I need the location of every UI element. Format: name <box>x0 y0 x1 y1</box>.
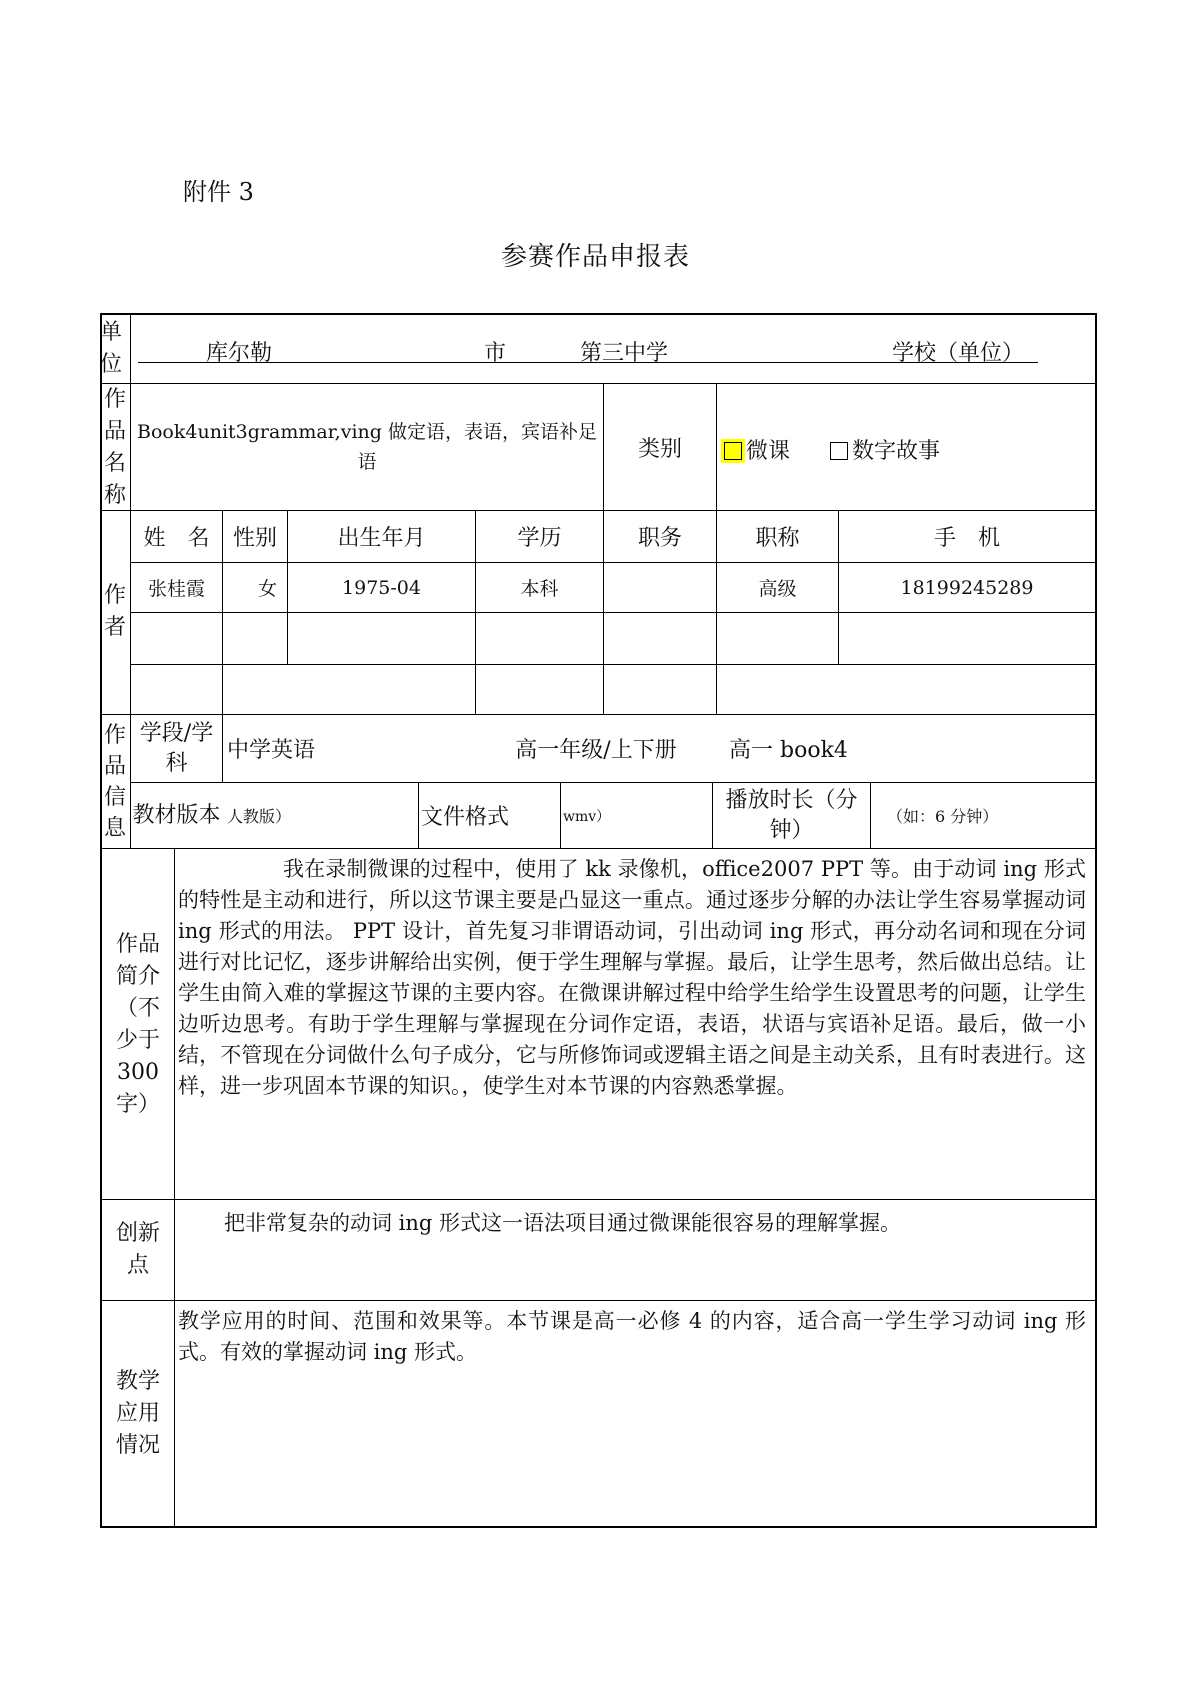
application-label: 教学 应用 情况 <box>115 1369 160 1458</box>
author-row-1-name: 张桂霞 <box>147 578 205 600</box>
work-info-label: 作 品 信 息 <box>103 723 126 841</box>
attachment-label: 附件 3 <box>183 178 254 206</box>
author-col-gender: 性别 <box>232 526 277 551</box>
author-row-1-birth: 1975-04 <box>342 576 421 599</box>
textbook-label: 教材版本 <box>132 802 221 828</box>
unit-school-suffix: 学校（单位） <box>892 341 1025 366</box>
intro-text: 我在录制微课的过程中，使用了 kk 录像机，office2007 PPT 等。由于动词 ing 形式的特性是主动和进行，所以这节课主要是凸显这一重点。通过逐步分解的办法让学生容易掌握动词 ing 形式的用法。 PPT 设计，首先复习非谓语动词，引出动词 ing 形式，再分动名词和现在分词进行对比记忆，逐步讲解给出实例，便于学生理解与掌握。最后，让学生思考，然后做出总结。让学生由简入难的掌握这节课的主要内容。在微课讲解过程中给学生给学生设置思考的问题，让学生边听边思考。有助于学生理解与掌握现在分词作定语，表语，状语与宾语补足语。最后，做一小结，不管现在分词做什么句子成分，它与所修饰词或逻辑主语之间是主动关系，且有时表进行。这样，进一步巩固本节课的知识。，使学生对本节课的内容熟悉掌握。 <box>178 857 1086 1098</box>
format-value: wmv） <box>563 808 611 825</box>
category-option-digital-story[interactable]: 数字故事 <box>830 439 940 464</box>
author-row-1-phone: 18199245289 <box>900 576 1034 599</box>
grade-value: 高一年级/上下册 <box>515 738 677 763</box>
author-col-birth: 出生年月 <box>337 526 426 551</box>
application-text: 教学应用的时间、范围和效果等。本节课是高一必修 4 的内容，适合高一学生学习动词 ing 形式。有效的掌握动词 ing 形式。 <box>178 1309 1086 1364</box>
innovation-label: 创新 点 <box>115 1221 160 1278</box>
unit-label: 单位 <box>100 320 123 377</box>
book-value: 高一 book4 <box>729 738 848 763</box>
checkbox-icon[interactable] <box>830 442 848 460</box>
unit-city-suffix: 市 <box>484 341 507 366</box>
category-option-microlesson[interactable]: 微课 <box>724 439 790 464</box>
author-label: 作 者 <box>103 583 126 640</box>
author-col-title: 职称 <box>755 526 800 551</box>
intro-label: 作品 简介 （不 少于 300 字） <box>115 931 160 1117</box>
checkbox-icon[interactable] <box>724 442 742 460</box>
category-options <box>724 434 940 465</box>
stage-value: 中学英语 <box>227 738 316 763</box>
duration-value: （如：6 分钟） <box>887 807 999 826</box>
category-label: 类别 <box>637 436 682 462</box>
author-col-phone: 手 机 <box>933 526 1000 551</box>
author-col-name: 姓 名 <box>143 526 210 551</box>
stage-label: 学段/学科 <box>139 720 214 776</box>
unit-city: 库尔勒 <box>206 341 273 366</box>
author-row-1-gender: 女 <box>257 578 277 600</box>
author-col-education: 学历 <box>517 526 562 551</box>
author-row-1-position <box>604 563 716 612</box>
unit-school: 第三中学 <box>580 341 669 366</box>
format-label: 文件格式 <box>421 805 510 830</box>
innovation-text: 把非常复杂的动词 ing 形式这一语法项目通过微课能很容易的理解掌握。 <box>224 1211 902 1235</box>
textbook-value: 人教版） <box>227 807 292 826</box>
work-name-label: 作 品 名 称 <box>103 387 126 508</box>
page-title: 参赛作品申报表 <box>500 242 690 272</box>
author-row-1-title: 高级 <box>758 578 797 600</box>
work-name-value: Book4unit3grammar,ving 做定语，表语，宾语补足语 <box>137 421 597 473</box>
author-row-1-education: 本科 <box>520 578 559 600</box>
duration-label: 播放时长（分钟） <box>725 787 858 843</box>
author-col-position: 职务 <box>637 526 682 551</box>
